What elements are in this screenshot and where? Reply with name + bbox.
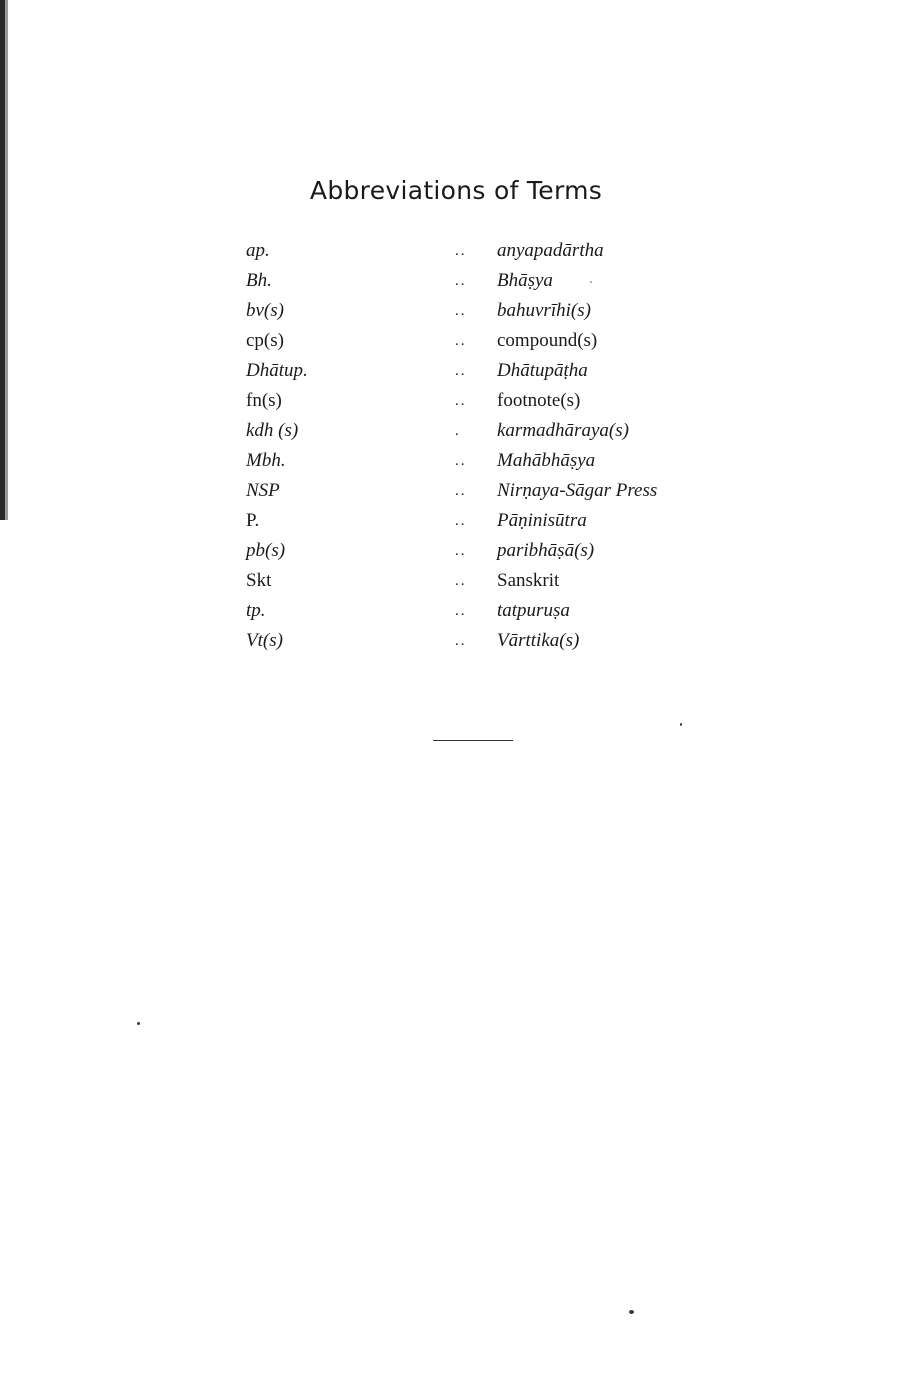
abbreviation-meaning: anyapadārtha xyxy=(497,240,604,261)
abbreviation-meaning: Bhāṣya xyxy=(497,270,553,291)
abbreviation-separator: .. xyxy=(455,603,467,619)
abbreviation-term: NSP xyxy=(246,480,280,501)
abbreviation-term: Dhātup. xyxy=(246,360,308,381)
abbreviation-row xyxy=(0,326,912,356)
abbreviation-separator: .. xyxy=(455,633,467,649)
abbreviation-meaning: Dhātupāṭha xyxy=(497,360,588,381)
abbreviation-separator: . xyxy=(455,423,461,439)
scan-speck xyxy=(629,1310,634,1314)
abbreviation-row xyxy=(0,296,912,326)
abbreviation-separator: .. xyxy=(455,393,467,409)
abbreviation-meaning: tatpuruṣa xyxy=(497,600,570,621)
abbreviation-separator: .. xyxy=(455,483,467,499)
abbreviation-row xyxy=(0,626,912,656)
abbreviation-meaning: compound(s) xyxy=(497,330,598,351)
abbreviation-row xyxy=(0,506,912,536)
abbreviation-term: pb(s) xyxy=(246,540,286,561)
abbreviation-separator: .. xyxy=(455,543,467,559)
abbreviation-separator: .. xyxy=(455,573,467,589)
abbreviation-separator: .. xyxy=(455,363,467,379)
abbreviation-meaning: Nirṇaya-Sāgar Press xyxy=(497,480,658,501)
abbreviation-separator: .. xyxy=(455,513,467,529)
abbreviation-row xyxy=(0,566,912,596)
abbreviation-term: Bh. xyxy=(246,270,272,291)
abbreviation-term: P. xyxy=(246,510,260,531)
abbreviation-term: kdh (s) xyxy=(246,420,299,441)
abbreviation-term: Mbh. xyxy=(246,450,286,471)
abbreviation-row xyxy=(0,356,912,386)
abbreviation-separator: .. xyxy=(455,303,467,319)
abbreviation-list xyxy=(0,236,912,656)
abbreviation-term: cp(s) xyxy=(246,330,284,351)
abbreviation-row xyxy=(0,596,912,626)
abbreviation-term: Skt xyxy=(246,570,272,591)
abbreviation-row xyxy=(0,266,912,296)
abbreviation-row xyxy=(0,476,912,506)
abbreviation-term: ap. xyxy=(246,240,270,261)
abbreviation-separator: .. xyxy=(455,243,467,259)
abbreviation-term: tp. xyxy=(246,600,266,621)
abbreviation-term: bv(s) xyxy=(246,300,284,321)
abbreviation-meaning: bahuvrīhi(s) xyxy=(497,300,591,321)
closing-rule xyxy=(433,740,513,741)
abbreviation-meaning: paribhāṣā(s) xyxy=(497,540,595,561)
scan-speck xyxy=(680,723,682,726)
abbreviation-separator: .. xyxy=(455,333,467,349)
abbreviation-meaning: footnote(s) xyxy=(497,390,581,411)
abbreviation-row xyxy=(0,446,912,476)
abbreviation-meaning: Sanskrit xyxy=(497,570,560,591)
abbreviation-row xyxy=(0,236,912,266)
abbreviation-meaning: Vārttika(s) xyxy=(497,630,580,651)
abbreviation-separator: .. xyxy=(455,453,467,469)
scan-speck xyxy=(590,281,592,283)
abbreviation-row xyxy=(0,416,912,446)
abbreviation-meaning: Pāṇinisūtra xyxy=(497,510,587,531)
abbreviation-meaning: karmadhāraya(s) xyxy=(497,420,629,441)
abbreviation-meaning: Mahābhāṣya xyxy=(497,450,596,471)
abbreviation-separator: .. xyxy=(455,273,467,289)
page-title: Abbreviations of Terms xyxy=(309,176,603,205)
abbreviation-row xyxy=(0,536,912,566)
scan-speck xyxy=(137,1022,140,1025)
abbreviation-term: Vt(s) xyxy=(246,630,283,651)
abbreviation-row xyxy=(0,386,912,416)
abbreviation-term: fn(s) xyxy=(246,390,282,411)
